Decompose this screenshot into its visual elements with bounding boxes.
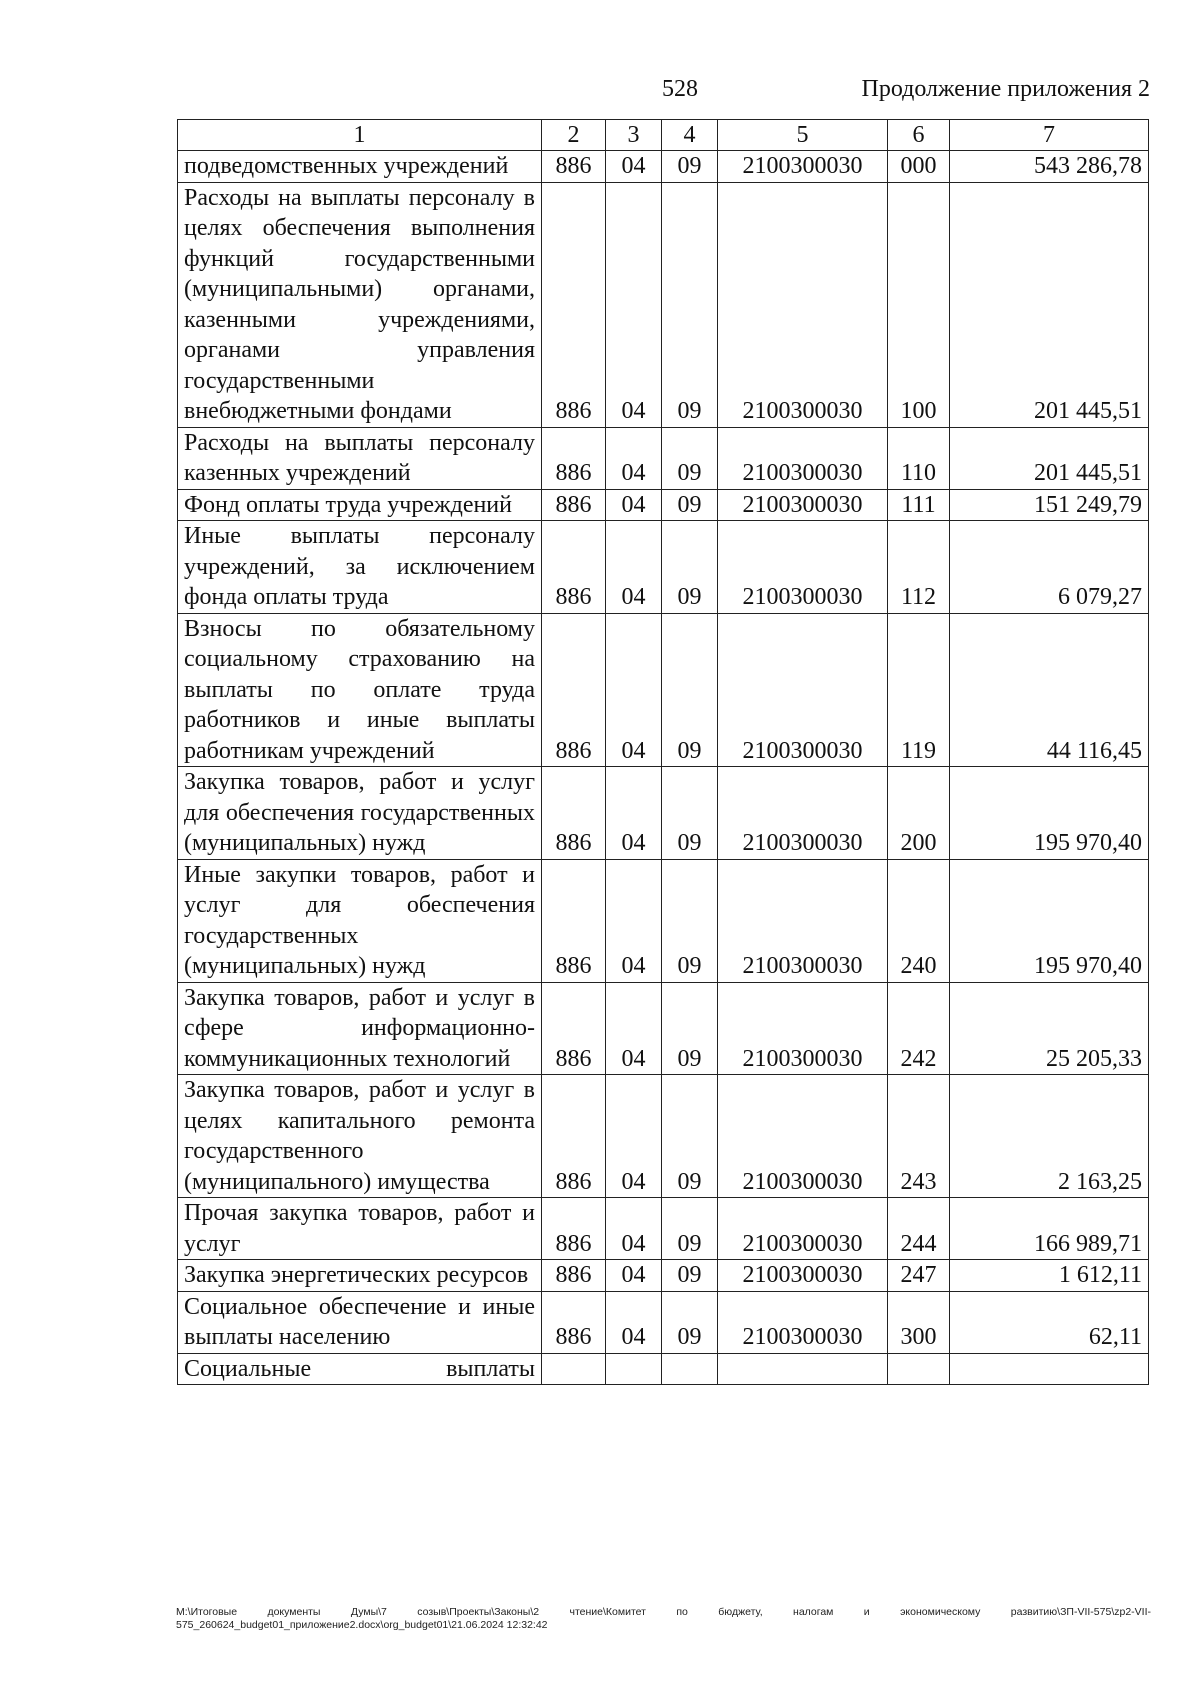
row-expense-type: 110: [888, 427, 950, 489]
row-ministry-code: 886: [542, 489, 606, 521]
row-amount: 543 286,78: [950, 151, 1149, 183]
column-number-row: [178, 120, 1149, 151]
row-name: Расходы на выплаты персоналу в целях обеспечения выполнения функций государственными (муниципальными) органами, казенными учреждениями, органами управления государственными внебюджетными фондами: [178, 182, 542, 427]
column-header-7: 7: [950, 120, 1149, 151]
page-number: 528: [662, 76, 698, 102]
row-section-code: 04: [606, 521, 662, 614]
row-name: Закупка энергетических ресурсов: [178, 1260, 542, 1292]
column-header-4: 4: [662, 120, 718, 151]
row-name: Закупка товаров, работ и услуг в целях капитального ремонта государственного (муниципального) имущества: [178, 1075, 542, 1198]
continuation-caption: Продолжение приложения 2: [861, 76, 1150, 102]
column-header-1: 1: [178, 120, 542, 151]
row-subsection-code: 09: [662, 1291, 718, 1353]
row-name: Взносы по обязательному социальному страхованию на выплаты по оплате труда работников и иные выплаты работникам учреждений: [178, 613, 542, 767]
column-header-5: 5: [718, 120, 888, 151]
row-expense-type: 119: [888, 613, 950, 767]
row-amount: 201 445,51: [950, 427, 1149, 489]
row-subsection-code: 09: [662, 767, 718, 860]
row-ministry-code: 886: [542, 982, 606, 1075]
row-ministry-code: 886: [542, 521, 606, 614]
table-row: [178, 982, 1149, 1075]
row-name: Расходы на выплаты персоналу казенных учреждений: [178, 427, 542, 489]
table-row: [178, 489, 1149, 521]
row-expense-type: 242: [888, 982, 950, 1075]
row-ministry-code: 886: [542, 767, 606, 860]
row-subsection-code: 09: [662, 982, 718, 1075]
row-target-code: 2100300030: [718, 489, 888, 521]
row-section-code: 04: [606, 859, 662, 982]
column-header-6: 6: [888, 120, 950, 151]
row-section-code: 04: [606, 613, 662, 767]
row-target-code: [718, 1353, 888, 1385]
row-target-code: 2100300030: [718, 151, 888, 183]
row-name: Закупка товаров, работ и услуг в сфере информационно-коммуникационных технологий: [178, 982, 542, 1075]
row-name: Фонд оплаты труда учреждений: [178, 489, 542, 521]
row-target-code: 2100300030: [718, 982, 888, 1075]
table-row: [178, 182, 1149, 427]
row-expense-type: 247: [888, 1260, 950, 1292]
row-amount: 25 205,33: [950, 982, 1149, 1075]
row-section-code: [606, 1353, 662, 1385]
row-subsection-code: 09: [662, 521, 718, 614]
row-name: Закупка товаров, работ и услуг для обеспечения государственных (муниципальных) нужд: [178, 767, 542, 860]
table-row: [178, 1075, 1149, 1198]
row-section-code: 04: [606, 1260, 662, 1292]
row-amount: [950, 1353, 1149, 1385]
row-ministry-code: 886: [542, 1291, 606, 1353]
row-subsection-code: 09: [662, 151, 718, 183]
row-expense-type: 200: [888, 767, 950, 860]
budget-table: [177, 119, 1149, 1385]
row-target-code: 2100300030: [718, 1198, 888, 1260]
table-row: [178, 1353, 1149, 1385]
row-subsection-code: 09: [662, 489, 718, 521]
table-row: [178, 859, 1149, 982]
row-target-code: 2100300030: [718, 427, 888, 489]
row-expense-type: [888, 1353, 950, 1385]
row-amount: 166 989,71: [950, 1198, 1149, 1260]
row-section-code: 04: [606, 1075, 662, 1198]
row-expense-type: 300: [888, 1291, 950, 1353]
row-subsection-code: 09: [662, 613, 718, 767]
row-amount: 2 163,25: [950, 1075, 1149, 1198]
row-amount: 6 079,27: [950, 521, 1149, 614]
row-section-code: 04: [606, 427, 662, 489]
row-subsection-code: 09: [662, 1075, 718, 1198]
row-name: Социальные выплаты: [178, 1353, 542, 1385]
row-target-code: 2100300030: [718, 182, 888, 427]
row-expense-type: 112: [888, 521, 950, 614]
table-row: [178, 151, 1149, 183]
row-expense-type: 100: [888, 182, 950, 427]
row-name: Иные выплаты персоналу учреждений, за исключением фонда оплаты труда: [178, 521, 542, 614]
row-target-code: 2100300030: [718, 521, 888, 614]
row-name: Прочая закупка товаров, работ и услуг: [178, 1198, 542, 1260]
row-subsection-code: 09: [662, 427, 718, 489]
row-name: подведомственных учреждений: [178, 151, 542, 183]
row-target-code: 2100300030: [718, 1291, 888, 1353]
row-section-code: 04: [606, 151, 662, 183]
row-ministry-code: 886: [542, 1198, 606, 1260]
table-row: [178, 613, 1149, 767]
row-expense-type: 244: [888, 1198, 950, 1260]
row-ministry-code: [542, 1353, 606, 1385]
row-subsection-code: 09: [662, 1260, 718, 1292]
column-header-2: 2: [542, 120, 606, 151]
row-amount: 201 445,51: [950, 182, 1149, 427]
row-target-code: 2100300030: [718, 613, 888, 767]
row-section-code: 04: [606, 982, 662, 1075]
row-target-code: 2100300030: [718, 1075, 888, 1198]
row-ministry-code: 886: [542, 1075, 606, 1198]
table-row: [178, 1260, 1149, 1292]
row-amount: 195 970,40: [950, 767, 1149, 860]
row-ministry-code: 886: [542, 1260, 606, 1292]
row-amount: 1 612,11: [950, 1260, 1149, 1292]
table-row: [178, 521, 1149, 614]
row-amount: 195 970,40: [950, 859, 1149, 982]
row-amount: 62,11: [950, 1291, 1149, 1353]
row-expense-type: 240: [888, 859, 950, 982]
row-name: Социальное обеспечение и иные выплаты населению: [178, 1291, 542, 1353]
row-section-code: 04: [606, 767, 662, 860]
table-row: [178, 1291, 1149, 1353]
row-ministry-code: 886: [542, 859, 606, 982]
row-section-code: 04: [606, 1198, 662, 1260]
row-expense-type: 111: [888, 489, 950, 521]
row-target-code: 2100300030: [718, 859, 888, 982]
row-target-code: 2100300030: [718, 1260, 888, 1292]
row-subsection-code: 09: [662, 182, 718, 427]
table-row: [178, 1198, 1149, 1260]
row-subsection-code: 09: [662, 1198, 718, 1260]
row-name: Иные закупки товаров, работ и услуг для обеспечения государственных (муниципальных) нужд: [178, 859, 542, 982]
row-expense-type: 243: [888, 1075, 950, 1198]
row-section-code: 04: [606, 489, 662, 521]
table-row: [178, 767, 1149, 860]
document-file-path: M:\Итоговые документы Думы\7 созыв\Проекты\Законы\2 чтение\Комитет по бюджету, налогам и экономическому развитию\ЗП-VII-575\zp2-VII-575_260624_budget01_приложение2.docx\org_budget01\21.06.2024 12:32:42: [176, 1606, 1151, 1631]
row-section-code: 04: [606, 182, 662, 427]
row-ministry-code: 886: [542, 151, 606, 183]
column-header-3: 3: [606, 120, 662, 151]
row-ministry-code: 886: [542, 427, 606, 489]
table-row: [178, 427, 1149, 489]
row-expense-type: 000: [888, 151, 950, 183]
budget-table-body: [178, 151, 1149, 1385]
row-section-code: 04: [606, 1291, 662, 1353]
row-ministry-code: 886: [542, 182, 606, 427]
row-subsection-code: 09: [662, 859, 718, 982]
row-subsection-code: [662, 1353, 718, 1385]
row-target-code: 2100300030: [718, 767, 888, 860]
row-ministry-code: 886: [542, 613, 606, 767]
row-amount: 44 116,45: [950, 613, 1149, 767]
row-amount: 151 249,79: [950, 489, 1149, 521]
